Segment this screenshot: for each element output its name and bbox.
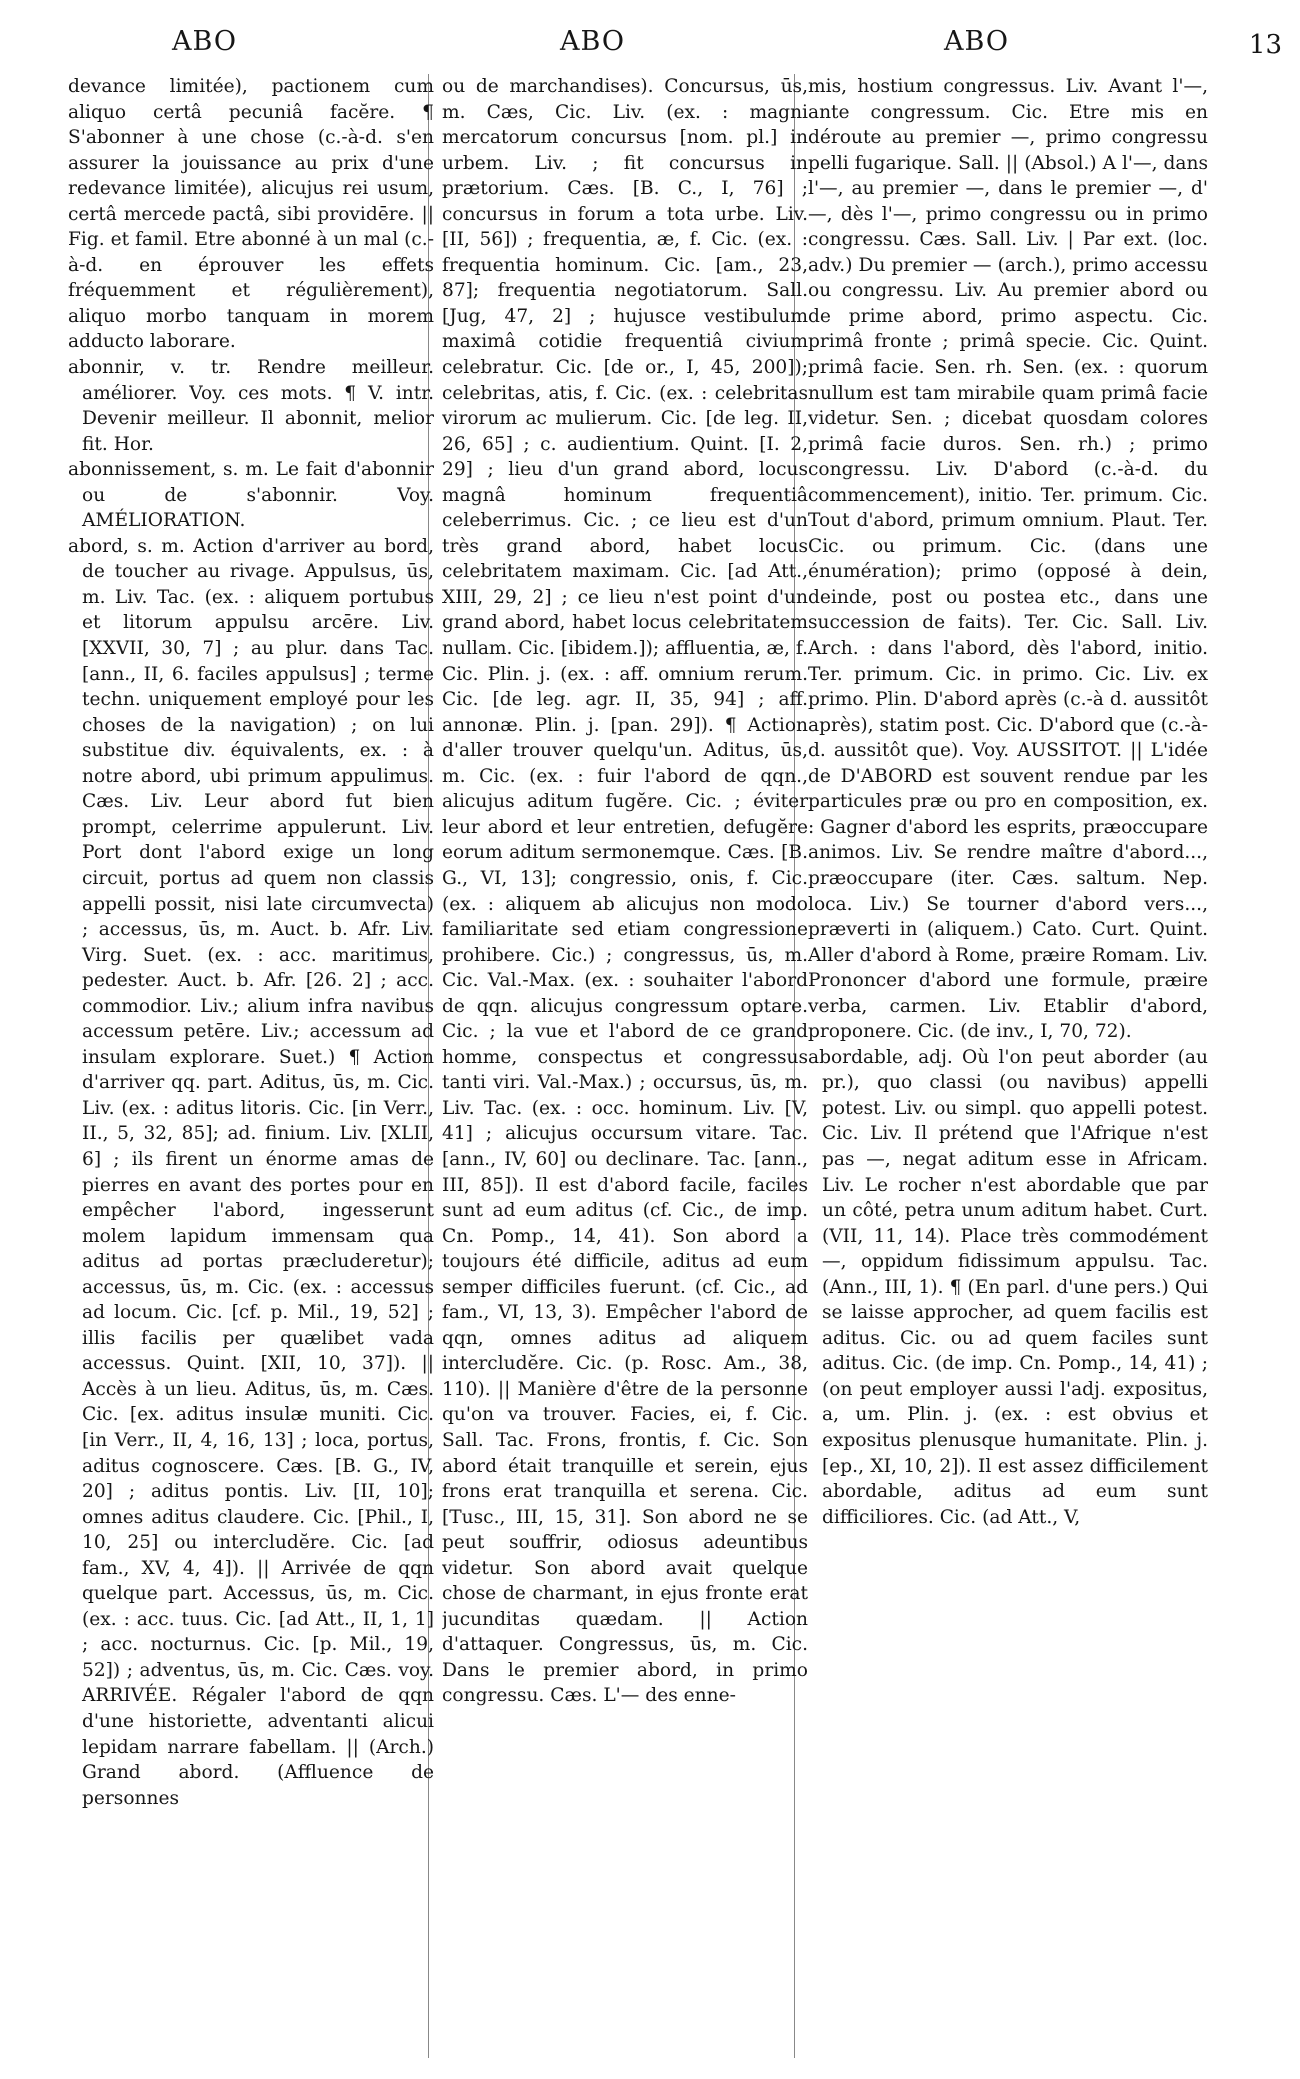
left-running-headword: ABO — [172, 26, 237, 57]
center-running-headword: ABO — [560, 26, 625, 57]
dictionary-entry: abonnir, v. tr. Rendre meilleur. améliorer. Voy. ces mots. ¶ V. intr. Devenir meilleur. Il abonnit, melior fit. Hor. — [68, 357, 434, 455]
entry-continuation: ou de marchandises). Concursus, ūs, m. Cæs, Cic. Liv. (ex. : magni mercatorum concursus [nom. pl.] in urbem. Liv. ; fit concursus in prætorium. Cæs. [B. C., I, 76] ; concursus in forum a tota urbe. Liv. [II, 56]) ; frequentia, æ, f. Cic. (ex. : frequentia hominum. Cic. [am., 23, 87]; frequentia negotiatorum. Sall. [Jug, 47, 2] ; hujusce vestibulum maximâ cotidie frequentiâ civium celebratur. Cic. [de or., I, 45, 200]); celebritas, atis, f. Cic. (ex. : celebritas virorum ac mulierum. Cic. [de leg. II, 26, 65] ; c. audientium. Quint. [I. 2, 29] ; lieu d'un grand abord, locus magnâ hominum frequentiâ celeberrimus. Cic. ; ce lieu est d'un très grand abord, habet locus celebritatem maximam. Cic. [ad Att., XIII, 29, 2] ; ce lieu n'est point d'un grand abord, habet locus celebritatem nullam. Cic. [ibidem.]); affluentia, æ, f. Cic. Plin. j. (ex. : aff. omnium rerum. Cic. [de leg. agr. II, 35, 94] ; aff. annonæ. Plin. j. [pan. 29]). ¶ Action d'aller trouver quelqu'un. Aditus, ūs, m. Cic. (ex. : fuir l'abord de qqn., alicujus aditum fugĕre. Cic. ; éviter leur abord et leur entretien, defugĕre eorum aditum sermonemque. Cæs. [B. G., VI, 13]; congressio, onis, f. Cic. (ex. : aliquem ab alicujus non modo familiaritate sed etiam congressione prohibere. Cic.) ; congressus, ūs, m. Cic. Val.-Max. (ex. : souhaiter l'abord de qqn. alicujus congressum optare. Cic. ; la vue et l'abord de ce grand homme, conspectus et congressus tanti viri. Val.-Max.) ; occursus, ūs, m. Liv. Tac. (ex. : occ. hominum. Liv. [V, 41] ; alicujus occursum vitare. Tac. [ann., IV, 60] ou declinare. Tac. [ann., III, 85]). Il est d'abord facile, faciles sunt ad eum aditus (cf. Cic., de imp. Cn. Pomp., 14, 41). Son abord a toujours été difficile, aditus ad eum semper difficiles fuerunt. (cf. Cic., ad fam., VI, 13, 3). Empêcher l'abord de qqn, omnes aditus ad aliquem intercludĕre. Cic. (p. Rosc. Am., 38, 110). || Manière d'être de la personne qu'on va trouver. Facies, ei, f. Cic. Sall. Tac. Frons, frontis, f. Cic. Son abord était tranquille et serein, ejus frons erat tranquilla et serena. Cic. [Tusc., III, 15, 31]. Son abord ne se peut souffrir, odiosus adeuntibus videtur. Son abord avait quelque chose de charmant, in ejus fronte erat jucunditas quædam. || Action d'attaquer. Congressus, ūs, m. Cic. Dans le premier abord, in primo congressu. Cæs. L'— des enne- — [442, 76, 808, 1707]
dictionary-entry: abord, s. m. Action d'arriver au bord, de toucher au rivage. Appulsus, ūs, m. Liv. Tac. (ex. : aliquem portubus et litorum appulsu arcēre. Liv. [XXVII, 30, 7] ; au plur. dans Tac. [ann., II, 6. faciles appulsus] ; terme techn. uniquement employé pour les choses de la navigation) ; on lui substitue div. équivalents, ex. : à notre abord, ubi primum appulimus. Cæs. Liv. Leur abord fut bien prompt, celerrime appulerunt. Liv. Port dont l'abord exige un long circuit, portus ad quem non classis appelli possit, nisi late circumvecta) ; accessus, ūs, m. Auct. b. Afr. Liv. Virg. Suet. (ex. : acc. maritimus, pedester. Auct. b. Afr. [26. 2] ; acc. commodior. Liv.; alium infra navibus accessum petēre. Liv.; accessum ad insulam explorare. Suet.) ¶ Action d'arriver qq. part. Aditus, ūs, m. Cic. Liv. (ex. : aditus litoris. Cic. [in Verr., II., 5, 32, 85]; ad. finium. Liv. [XLII, 6] ; ils firent un énorme amas de pierres en avant des portes pour en empêcher l'abord, ingesserunt molem lapidum immensam qua aditus ad portas præcluderetur); accessus, ūs, m. Cic. (ex. : accessus ad locum. Cic. [cf. p. Mil., 19, 52] ; illis facilis per quælibet vada accessus. Quint. [XII, 10, 37]). || Accès à un lieu. Aditus, ūs, m. Cæs. Cic. [ex. aditus insulæ muniti. Cic. [in Verr., II, 4, 16, 13] ; loca, portus, aditus cognoscere. Cæs. [B. G., IV, 20] ; aditus pontis. Liv. [II, 10]; omnes aditus claudere. Cic. [Phil., I, 10, 25] ou intercludĕre. Cic. [ad fam., XV, 4, 4]). || Arrivée de qqn quelque part. Accessus, ūs, m. Cic. (ex. : acc. tuus. Cic. [ad Att., II, 1, 1] ; acc. nocturnus. Cic. [p. Mil., 19, 52]) ; adventus, ūs, m. Cic. Cæs. voy. ARRIVÉE. Régaler l'abord de qqn d'une historiette, adventanti alicui lepidam narrare fabellam. || (Arch.) Grand abord. (Affluence de personnes — [68, 535, 434, 1809]
entry-continuation: mis, hostium congressus. Liv. Avant l'—, ante congressum. Cic. Etre mis en déroute au premier —, primo congressu pelli fugarique. Sall. || (Absol.) A l'—, dans l'—, au premier —, dans le premier —, d' —, dès l'—, primo congressu ou in primo congressu. Cæs. Sall. Liv. | Par ext. (loc. adv.) Du premier — (arch.), primo accessu ou congressu. Liv. Au premier abord ou de prime abord, primo aspectu. Cic. primâ fronte ; primâ specie. Cic. Quint. primâ facie. Sen. rh. Sen. (ex. : quorum nullum est tam mirabile quam primâ facie videtur. Sen. ; dicebat quosdam colores primâ facie duros. Sen. rh.) ; primo congressu. Liv. D'abord (c.-à-d. du commencement), initio. Ter. primum. Cic. Tout d'abord, primum omnium. Plaut. Ter. Cic. ou primum. Cic. (dans une énumération); primo (opposé à dein, deinde, post ou postea etc., dans une succession de faits). Ter. Cic. Sall. Liv. Arch. : dans l'abord, dès l'abord, initio. Ter. primum. Cic. in primo. Cic. Liv. ex primo. Plin. D'abord après (c.-à d. aussitôt après), statim post. Cic. D'abord que (c.-à-d. aussitôt que). Voy. AUSSITOT. || L'idée de D'ABORD est souvent rendue par les particules præ ou pro en composition, ex. : Gagner d'abord les esprits, præoccupare animos. Liv. Se rendre maître d'abord..., præoccupare (iter. Cæs. saltum. Nep. loca. Liv.) Se tourner d'abord vers..., præverti in (aliquem.) Cato. Curt. Quint. Aller d'abord à Rome, præire Romam. Liv. Prononcer d'abord une formule, præire verba, carmen. Liv. Etablir d'abord, proponere. Cic. (de inv., I, 70, 72). — [808, 76, 1208, 1043]
dictionary-entry: abordable, adj. Où l'on peut aborder (au pr.), quo classi (ou navibus) appelli potest. Liv. ou simpl. quo appelli potest. Cic. Liv. Il prétend que l'Afrique n'est pas —, negat aditum esse in Africam. Liv. Le rocher n'est abordable que par un côté, petra unum aditum habet. Curt. (VII, 11, 14). Place très commodément —, oppidum fidissimum appulsu. Tac. (Ann., III, 1). ¶ (En parl. d'une pers.) Qui se laisse approcher, ad quem facilis est aditus. Cic. ou ad quem faciles sunt aditus. Cic. (de imp. Cn. Pomp., 14, 41) ; (on peut employer aussi l'adj. expositus, a, um. Plin. j. (ex. : est obvius et expositus plenusque humanitate. Plin. j. [ep., XI, 10, 2]). Il est assez difficilement abordable, aditus ad eum sunt difficiliores. Cic. (ad Att., V, — [808, 1046, 1208, 1528]
dictionary-column-3 — [808, 74, 1208, 2066]
dictionary-column-2 — [442, 74, 808, 2066]
page-number: 13 — [1248, 30, 1282, 60]
right-running-headword: ABO — [944, 26, 1009, 57]
entry-continuation: devance limitée), pactionem cum aliquo certâ pecuniâ facĕre. ¶ S'abonner à une chose (c.-à-d. s'en assurer la jouissance au prix d'une redevance limitée), alicujus rei usum, certâ mercede pactâ, sibi providēre. || Fig. et famil. Etre abonné à un mal (c.-à-d. en éprouver les effets fréquemment et régulièrement), aliquo morbo tanquam in morem adducto laborare. — [68, 76, 434, 353]
dictionary-column-1 — [68, 74, 434, 2066]
dictionary-entry: abonnissement, s. m. Le fait d'abonnir ou de s'abonnir. Voy. AMÉLIORATION. — [68, 459, 434, 532]
running-header — [0, 26, 1300, 66]
